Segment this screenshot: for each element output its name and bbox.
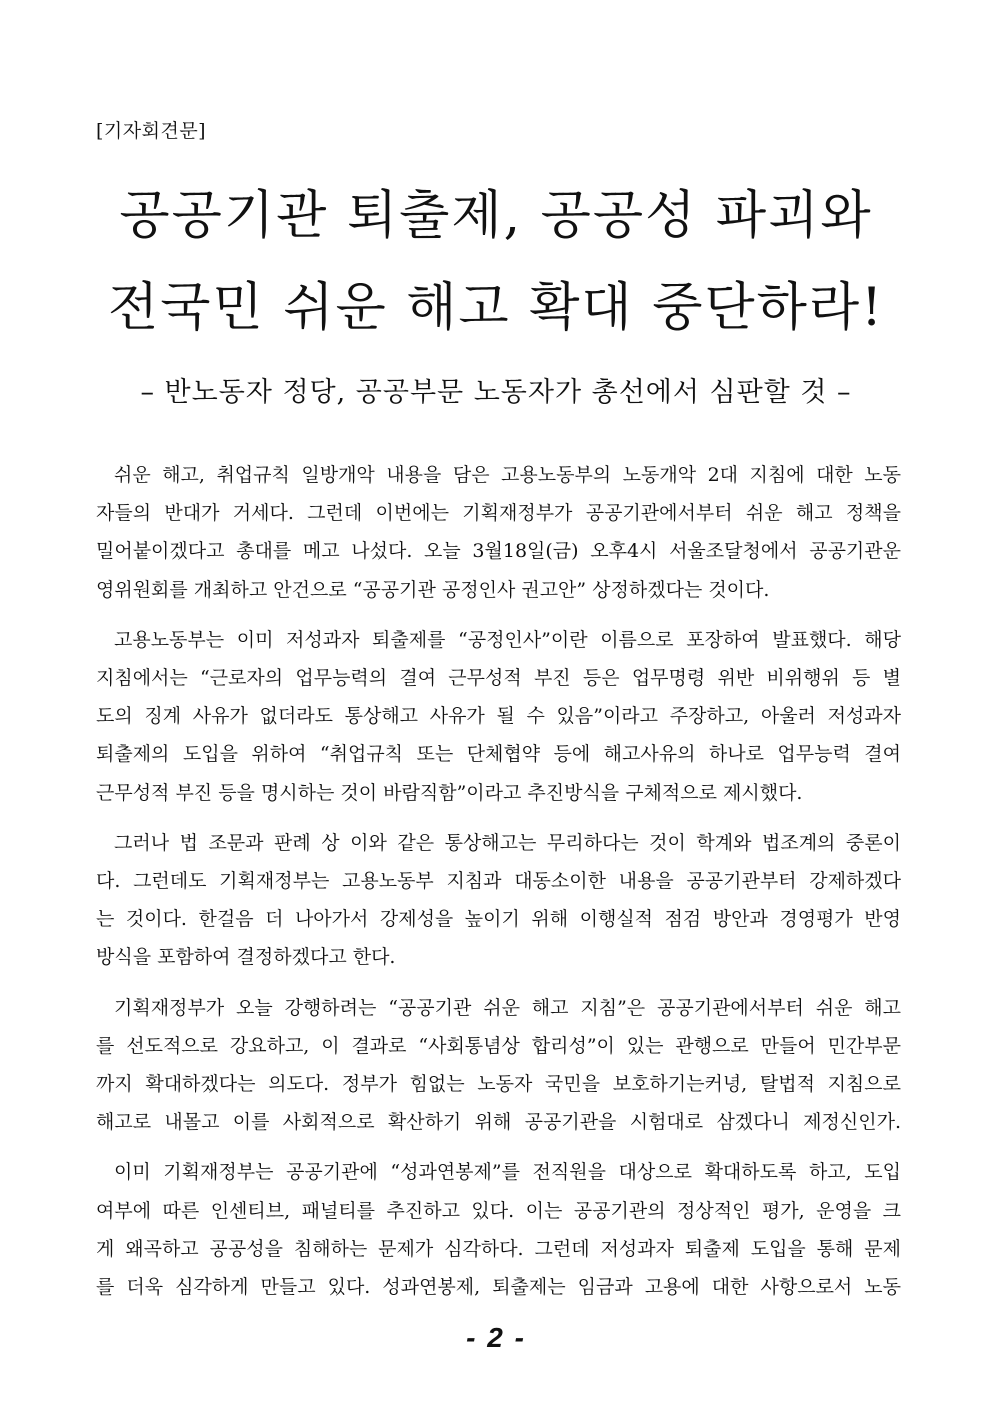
paragraph-line: 를 선도적으로 강요하고, 이 결과로 “사회통념상 합리성”이 있는 관행으로 만들어 민간부문	[96, 1034, 901, 1057]
paragraph-line: 영위원회를 개최하고 안건으로 “공공기관 공정인사 권고안” 상정하겠다는 것이다.	[96, 578, 770, 601]
paragraph-line: 까지 확대하겠다는 의도다. 정부가 힘없는 노동자 국민을 보호하기는커녕, 탈법적 지침으로	[96, 1073, 901, 1096]
subtitle: – 반노동자 정당, 공공부문 노동자가 총선에서 심판할 것 –	[140, 377, 852, 408]
paragraph-line: 해고로 내몰고 이를 사회적으로 확산하기 위해 공공기관을 시험대로 삼겠다니 제정신인가.	[96, 1111, 901, 1134]
paragraph-line: 자들의 반대가 거세다. 그런데 이번에는 기획재정부가 공공기관에서부터 쉬운 해고 정책을	[96, 502, 901, 525]
paragraph-line: 도의 징계 사유가 없더라도 통상해고 사유가 될 수 있음”이라고 주장하고, 아울러 저성과자	[96, 705, 901, 728]
title-line-1: 공공기관 퇴출제, 공공성 파괴와	[119, 186, 873, 246]
paragraph-line: 여부에 따른 인센티브, 패널티를 추진하고 있다. 이는 공공기관의 정상적인 평가, 운영을 크	[96, 1199, 901, 1222]
title-line-2: 전국민 쉬운 해고 확대 중단하라!	[107, 278, 885, 338]
paragraph	[96, 621, 901, 812]
paragraph-line: 퇴출제의 도입을 위하여 “취업규칙 또는 단체협약 등에 해고사유의 하나로 업무능력 결여	[96, 743, 901, 766]
paragraph	[96, 1153, 901, 1306]
paragraph-line: 는 것이다. 한걸음 더 나아가서 강제성을 높이기 위해 이행실적 점검 방안과 경영평가 반영	[96, 908, 901, 931]
paragraph-line: 다. 그런데도 기획재정부는 고용노동부 지침과 대동소이한 내용을 공공기관부터 강제하겠다	[96, 870, 901, 893]
paragraph-line: 근무성적 부진 등을 명시하는 것이 바람직함”이라고 추진방식을 구체적으로 제시했다.	[96, 781, 803, 804]
paragraph-line: 게 왜곡하고 공공성을 침해하는 문제가 심각하다. 그런데 저성과자 퇴출제 도입을 통해 문제	[96, 1237, 901, 1260]
paragraph	[96, 989, 901, 1142]
paragraph-line: 지침에서는 “근로자의 업무능력의 결여 근무성적 부진 등은 업무명령 위반 비위행위 등 별	[96, 667, 901, 690]
paragraph-line: 고용노동부는 이미 저성과자 퇴출제를 “공정인사”이란 이름으로 포장하여 발표했다. 해당	[114, 628, 901, 651]
paragraph-line: 밀어붙이겠다고 총대를 메고 나섰다. 오늘 3월18일(금) 오후4시 서울조달청에서 공공기관운	[96, 540, 901, 563]
paragraph-line: 그러나 법 조문과 판례 상 이와 같은 통상해고는 무리하다는 것이 학계와 법조계의 중론이	[114, 831, 901, 854]
page-number: - 2 -	[466, 1322, 526, 1353]
paragraph	[96, 456, 901, 609]
body-text	[96, 456, 901, 1318]
paragraph-line: 를 더욱 심각하게 만들고 있다. 성과연봉제, 퇴출제는 임금과 고용에 대한 사항으로서 노동	[96, 1276, 901, 1299]
paragraph-line: 방식을 포함하여 결정하겠다고 한다.	[96, 946, 396, 969]
paragraph-line: 기획재정부가 오늘 강행하려는 “공공기관 쉬운 해고 지침”은 공공기관에서부터 쉬운 해고	[114, 996, 901, 1019]
paragraph-line: 이미 기획재정부는 공공기관에 “성과연봉제”를 전직원을 대상으로 확대하도록 하고, 도입	[114, 1161, 901, 1184]
paragraph	[96, 824, 901, 977]
document-label: [기자회견문]	[96, 120, 207, 142]
paragraph-line: 쉬운 해고, 취업규칙 일방개악 내용을 담은 고용노동부의 노동개악 2대 지침에 대한 노동	[114, 464, 901, 486]
